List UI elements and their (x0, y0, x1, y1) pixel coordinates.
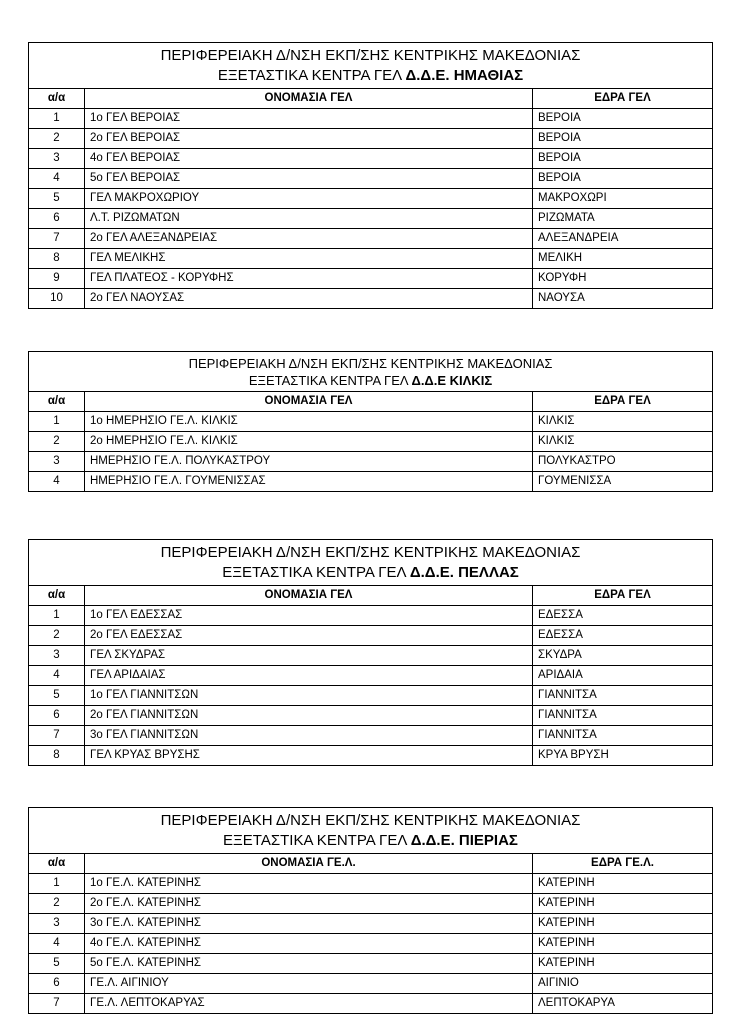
school-seat: ΚΑΤΕΡΙΝΗ (533, 894, 713, 914)
table-row (29, 169, 713, 189)
row-number: 5 (29, 954, 85, 974)
table-row (29, 249, 713, 269)
table-row (29, 109, 713, 129)
row-number: 2 (29, 129, 85, 149)
row-number: 6 (29, 974, 85, 994)
school-seat: ΓΟΥΜΕΝΙΣΣΑ (533, 472, 713, 492)
school-name: 5ο ΓΕ.Λ. ΚΑΤΕΡΙΝΗΣ (85, 954, 533, 974)
row-number: 1 (29, 606, 85, 626)
column-header-seat: ΕΔΡΑ ΓΕΛ (533, 392, 713, 412)
table-row (29, 209, 713, 229)
school-seat: ΒΕΡΟΙΑ (533, 129, 713, 149)
row-number: 4 (29, 934, 85, 954)
school-seat: ΑΛΕΞΑΝΔΡΕΙΑ (533, 229, 713, 249)
row-number: 7 (29, 994, 85, 1014)
table-row (29, 954, 713, 974)
title-line-2: ΕΞΕΤΑΣΤΙΚΑ ΚΕΝΤΡΑ ΓΕΛ Δ.Δ.Ε ΚΙΛΚΙΣ (248, 373, 493, 388)
school-seat: ΚΑΤΕΡΙΝΗ (533, 914, 713, 934)
row-number: 8 (29, 249, 85, 269)
table-row (29, 726, 713, 746)
school-seat: ΕΔΕΣΣΑ (533, 606, 713, 626)
table-title-row (29, 352, 713, 392)
school-seat: ΕΔΕΣΣΑ (533, 626, 713, 646)
school-name: 4ο ΓΕ.Λ. ΚΑΤΕΡΙΝΗΣ (85, 934, 533, 954)
title-line-1: ΠΕΡΙΦΕΡΕΙΑΚΗ Δ/ΝΣΗ ΕΚΠ/ΣΗΣ ΚΕΝΤΡΙΚΗΣ ΜΑΚΕΔΟΝΙΑΣ (160, 47, 581, 64)
table-row (29, 994, 713, 1014)
school-seat: ΓΙΑΝΝΙΤΣΑ (533, 686, 713, 706)
exam-table-pella (28, 539, 713, 766)
school-name: 4ο ΓΕΛ ΒΕΡΟΙΑΣ (85, 149, 533, 169)
school-name: ΓΕΛ ΑΡΙΔΑΙΑΣ (85, 666, 533, 686)
school-name: ΓΕΛ ΜΑΚΡΟΧΩΡΙΟΥ (85, 189, 533, 209)
table-row (29, 686, 713, 706)
row-number: 5 (29, 189, 85, 209)
table-title (29, 352, 713, 392)
row-number: 7 (29, 726, 85, 746)
row-number: 5 (29, 686, 85, 706)
table-title-row (29, 43, 713, 89)
column-header-row (29, 89, 713, 109)
school-seat: ΓΙΑΝΝΙΤΣΑ (533, 726, 713, 746)
column-header-name: ΟΝΟΜΑΣΙΑ ΓΕ.Λ. (85, 854, 533, 874)
column-header-num: α/α (29, 89, 85, 109)
school-seat: ΜΑΚΡΟΧΩΡΙ (533, 189, 713, 209)
row-number: 9 (29, 269, 85, 289)
row-number: 7 (29, 229, 85, 249)
exam-table-kilkis (28, 351, 713, 492)
table-row (29, 934, 713, 954)
school-name: 1ο ΓΕ.Λ. ΚΑΤΕΡΙΝΗΣ (85, 874, 533, 894)
school-seat: ΒΕΡΟΙΑ (533, 109, 713, 129)
column-header-seat: ΕΔΡΑ ΓΕ.Λ. (533, 854, 713, 874)
title-line-1: ΠΕΡΙΦΕΡΕΙΑΚΗ Δ/ΝΣΗ ΕΚΠ/ΣΗΣ ΚΕΝΤΡΙΚΗΣ ΜΑΚΕΔΟΝΙΑΣ (188, 356, 553, 371)
school-name: ΓΕΛ ΜΕΛΙΚΗΣ (85, 249, 533, 269)
school-name: ΗΜΕΡΗΣΙΟ ΓΕ.Λ. ΓΟΥΜΕΝΙΣΣΑΣ (85, 472, 533, 492)
school-name: 2ο ΓΕ.Λ. ΚΑΤΕΡΙΝΗΣ (85, 894, 533, 914)
school-name: 1ο ΓΕΛ ΕΔΕΣΣΑΣ (85, 606, 533, 626)
table-row (29, 746, 713, 766)
column-header-name: ΟΝΟΜΑΣΙΑ ΓΕΛ (85, 586, 533, 606)
table-row (29, 626, 713, 646)
title-line-1: ΠΕΡΙΦΕΡΕΙΑΚΗ Δ/ΝΣΗ ΕΚΠ/ΣΗΣ ΚΕΝΤΡΙΚΗΣ ΜΑΚΕΔΟΝΙΑΣ (160, 812, 581, 829)
column-header-seat: ΕΔΡΑ ΓΕΛ (533, 586, 713, 606)
table-row (29, 412, 713, 432)
school-seat: ΚΑΤΕΡΙΝΗ (533, 954, 713, 974)
school-seat: ΚΡΥΑ ΒΡΥΣΗ (533, 746, 713, 766)
table-row (29, 472, 713, 492)
row-number: 3 (29, 914, 85, 934)
table-title (29, 808, 713, 854)
row-number: 1 (29, 412, 85, 432)
school-seat: ΠΟΛΥΚΑΣΤΡΟ (533, 452, 713, 472)
school-name: Λ.Τ. ΡΙΖΩΜΑΤΩΝ (85, 209, 533, 229)
table-row (29, 646, 713, 666)
row-number: 2 (29, 432, 85, 452)
school-seat: ΝΑΟΥΣΑ (533, 289, 713, 309)
school-seat: ΜΕΛΙΚΗ (533, 249, 713, 269)
column-header-row (29, 854, 713, 874)
table-title (29, 43, 713, 89)
school-name: 1ο ΗΜΕΡΗΣΙΟ ΓΕ.Λ. ΚΙΛΚΙΣ (85, 412, 533, 432)
school-name: 5ο ΓΕΛ ΒΕΡΟΙΑΣ (85, 169, 533, 189)
school-seat: ΓΙΑΝΝΙΤΣΑ (533, 706, 713, 726)
table-row (29, 129, 713, 149)
school-seat: ΚΑΤΕΡΙΝΗ (533, 934, 713, 954)
school-name: 2ο ΓΕΛ ΕΔΕΣΣΑΣ (85, 626, 533, 646)
row-number: 1 (29, 874, 85, 894)
row-number: 3 (29, 149, 85, 169)
school-name: 2ο ΗΜΕΡΗΣΙΟ ΓΕ.Λ. ΚΙΛΚΙΣ (85, 432, 533, 452)
column-header-num: α/α (29, 854, 85, 874)
table-row (29, 432, 713, 452)
table-row (29, 974, 713, 994)
table-row (29, 706, 713, 726)
school-name: 2ο ΓΕΛ ΒΕΡΟΙΑΣ (85, 129, 533, 149)
school-name: ΓΕΛ ΣΚΥΔΡΑΣ (85, 646, 533, 666)
row-number: 6 (29, 706, 85, 726)
column-header-num: α/α (29, 392, 85, 412)
table-title (29, 540, 713, 586)
school-seat: ΚΑΤΕΡΙΝΗ (533, 874, 713, 894)
row-number: 2 (29, 626, 85, 646)
column-header-seat: ΕΔΡΑ ΓΕΛ (533, 89, 713, 109)
school-seat: ΚΟΡΥΦΗ (533, 269, 713, 289)
table-title-row (29, 540, 713, 586)
row-number: 4 (29, 169, 85, 189)
column-header-row (29, 392, 713, 412)
column-header-num: α/α (29, 586, 85, 606)
title-line-2: ΕΞΕΤΑΣΤΙΚΑ ΚΕΝΤΡΑ ΓΕΛ Δ.Δ.Ε. ΠΙΕΡΙΑΣ (223, 832, 518, 849)
school-seat: ΑΡΙΔΑΙΑ (533, 666, 713, 686)
table-row (29, 229, 713, 249)
table-row (29, 606, 713, 626)
school-seat: ΚΙΛΚΙΣ (533, 432, 713, 452)
school-name: 3ο ΓΕΛ ΓΙΑΝΝΙΤΣΩΝ (85, 726, 533, 746)
school-name: 2ο ΓΕΛ ΓΙΑΝΝΙΤΣΩΝ (85, 706, 533, 726)
title-line-2: ΕΞΕΤΑΣΤΙΚΑ ΚΕΝΤΡΑ ΓΕΛ Δ.Δ.Ε. ΠΕΛΛΑΣ (222, 564, 519, 581)
table-row (29, 149, 713, 169)
school-name: 2ο ΓΕΛ ΑΛΕΞΑΝΔΡΕΙΑΣ (85, 229, 533, 249)
school-name: ΓΕΛ ΚΡΥΑΣ ΒΡΥΣΗΣ (85, 746, 533, 766)
school-seat: ΚΙΛΚΙΣ (533, 412, 713, 432)
school-name: ΓΕ.Λ. ΑΙΓΙΝΙΟΥ (85, 974, 533, 994)
title-line-2: ΕΞΕΤΑΣΤΙΚΑ ΚΕΝΤΡΑ ΓΕΛ Δ.Δ.Ε. ΗΜΑΘΙΑΣ (217, 67, 524, 84)
row-number: 3 (29, 646, 85, 666)
school-seat: ΛΕΠΤΟΚΑΡΥΑ (533, 994, 713, 1014)
school-seat: ΡΙΖΩΜΑΤΑ (533, 209, 713, 229)
row-number: 3 (29, 452, 85, 472)
row-number: 8 (29, 746, 85, 766)
school-name: ΓΕ.Λ. ΛΕΠΤΟΚΑΡΥΑΣ (85, 994, 533, 1014)
school-name: ΗΜΕΡΗΣΙΟ ΓΕ.Λ. ΠΟΛΥΚΑΣΤΡΟΥ (85, 452, 533, 472)
school-name: ΓΕΛ ΠΛΑΤΕΟΣ - ΚΟΡΥΦΗΣ (85, 269, 533, 289)
row-number: 4 (29, 472, 85, 492)
row-number: 10 (29, 289, 85, 309)
table-row (29, 289, 713, 309)
school-seat: ΣΚΥΔΡΑ (533, 646, 713, 666)
exam-table-imathia (28, 42, 713, 309)
table-row (29, 874, 713, 894)
school-seat: ΑΙΓΙΝΙΟ (533, 974, 713, 994)
table-title-row (29, 808, 713, 854)
column-header-row (29, 586, 713, 606)
column-header-name: ΟΝΟΜΑΣΙΑ ΓΕΛ (85, 392, 533, 412)
school-name: 2ο ΓΕΛ ΝΑΟΥΣΑΣ (85, 289, 533, 309)
school-name: 3ο ΓΕ.Λ. ΚΑΤΕΡΙΝΗΣ (85, 914, 533, 934)
school-seat: ΒΕΡΟΙΑ (533, 169, 713, 189)
table-row (29, 914, 713, 934)
column-header-name: ΟΝΟΜΑΣΙΑ ΓΕΛ (85, 89, 533, 109)
row-number: 4 (29, 666, 85, 686)
table-row (29, 894, 713, 914)
table-row (29, 666, 713, 686)
row-number: 1 (29, 109, 85, 129)
table-row (29, 452, 713, 472)
school-name: 1ο ΓΕΛ ΒΕΡΟΙΑΣ (85, 109, 533, 129)
row-number: 2 (29, 894, 85, 914)
title-line-1: ΠΕΡΙΦΕΡΕΙΑΚΗ Δ/ΝΣΗ ΕΚΠ/ΣΗΣ ΚΕΝΤΡΙΚΗΣ ΜΑΚΕΔΟΝΙΑΣ (160, 544, 581, 561)
table-row (29, 189, 713, 209)
school-seat: ΒΕΡΟΙΑ (533, 149, 713, 169)
exam-table-pieria (28, 807, 713, 1014)
school-name: 1ο ΓΕΛ ΓΙΑΝΝΙΤΣΩΝ (85, 686, 533, 706)
row-number: 6 (29, 209, 85, 229)
table-row (29, 269, 713, 289)
